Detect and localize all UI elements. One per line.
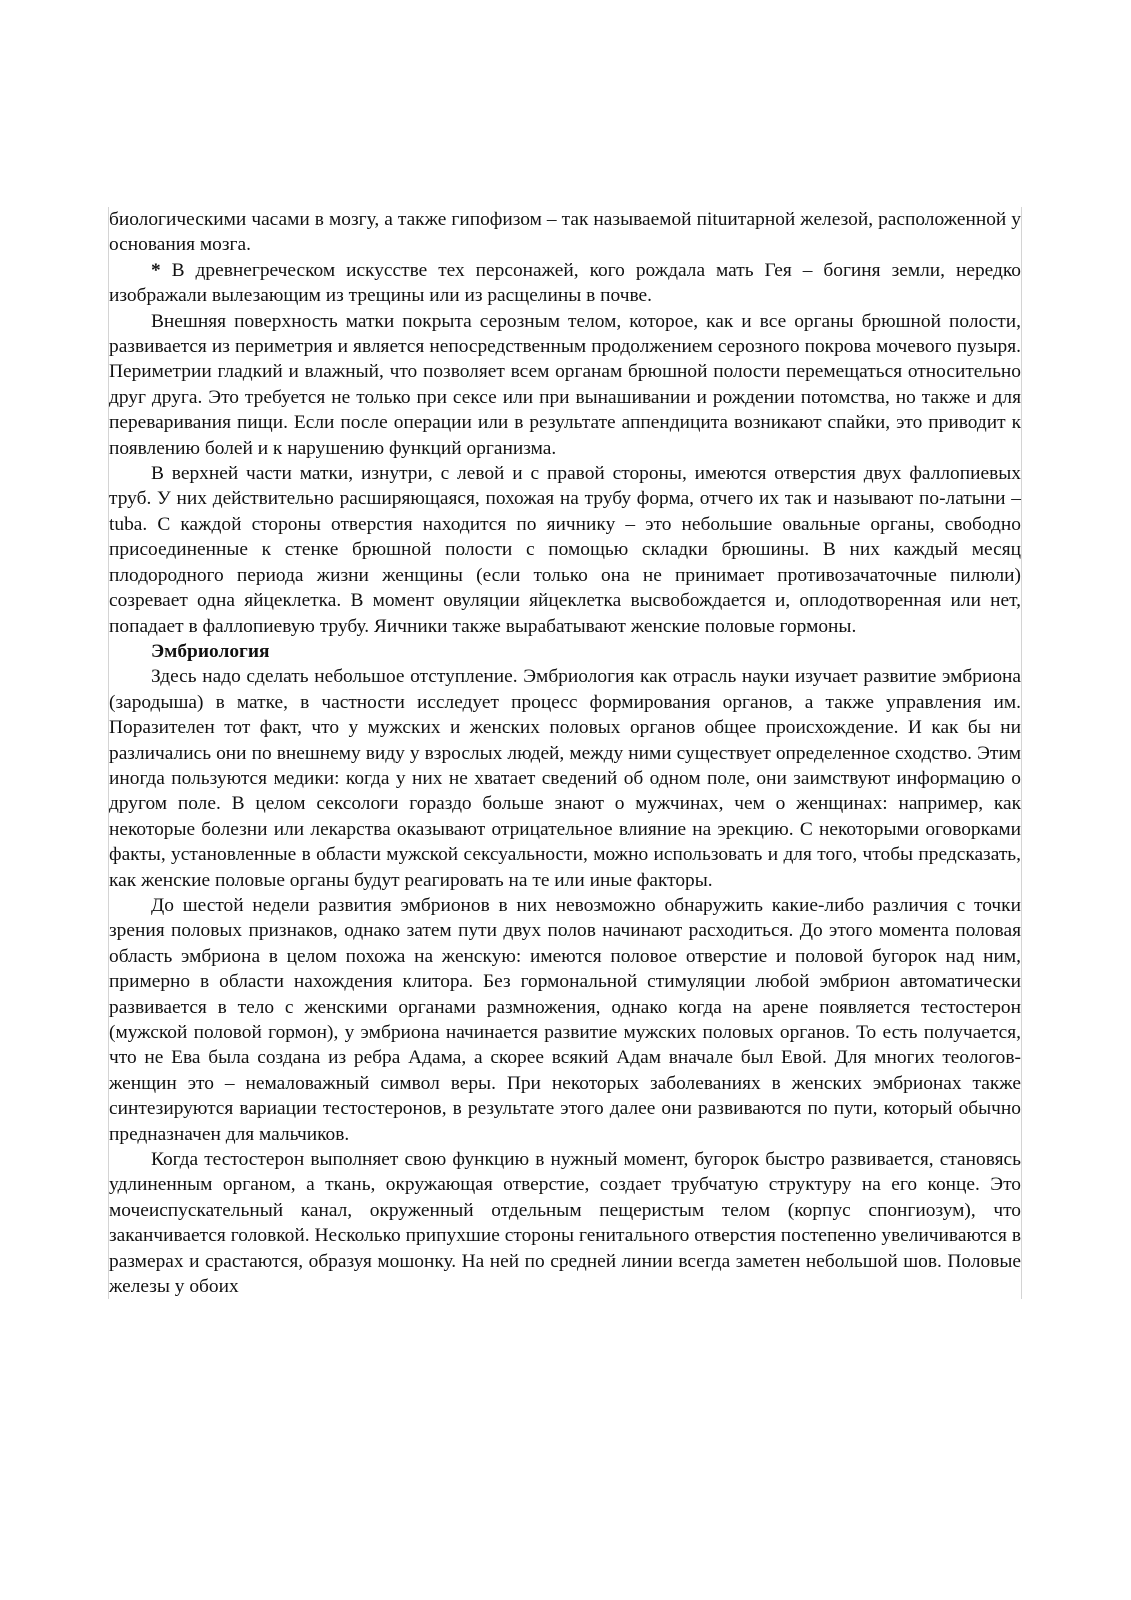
- body-paragraph-sixth-week: До шестой недели развития эмбрионов в них невозможно обнаружить какие-либо различия с точки зрения половых признаков, однако затем пути двух полов начинают расходиться. До этого момента половая область эмбриона в целом похожа на женскую: имеются половое отверстие и половой бугорок над ним, примерно в области нахождения клитора. Без гормональной стимуляции любой эмбрион автоматически развивается в тело с женскими органами размножения, однако когда на арене появляется тестостерон (мужской половой гормон), у эмбриона начинается развитие мужских половых органов. То есть получается, что не Ева была создана из ребра Адама, а скорее всякий Адам вначале был Евой. Для многих теологов-женщин это – немаловажный символ веры. При некоторых заболеваниях в женских эмбрионах также синтезируются вариации тестостеронов, в результате этого далее они развиваются по пути, который обычно предназначен для мальчиков.: [109, 894, 1021, 1145]
- body-paragraph-perimetrium: Внешняя поверхность матки покрыта серозным телом, которое, как и все органы брюшной полости, развивается из периметрия и является непосредственным продолжением серозного покрова мочевого пузыря. Периметрии гладкий и влажный, что позволяет всем органам брюшной полости перемещаться относительно друг друга. Это требуется не только при сексе или при вынашивании и рождении потомства, но также и для переваривания пищи. Если после операции или в результате аппендицита возникают спайки, это приводит к появлению болей и к нарушению функций организма.: [109, 310, 1021, 459]
- text-column: [108, 207, 1022, 1299]
- footnote-text: В древнегреческом искусстве тех персонажей, кого рождала мать Гея – богиня земли, нередко изображали вылезающим из трещины или из расщелины в почве.: [109, 259, 1021, 307]
- continuation-paragraph: биологическими часами в мозгу, а также гипофизом – так называемой пituитарной железой, расположенной у основания мозга.: [109, 209, 1021, 256]
- body-paragraph-testosterone: Когда тестостерон выполняет свою функцию в нужный момент, бугорок быстро развивается, становясь удлиненным органом, а ткань, окружающая отверстие, создает трубчатую структуру на его конце. Это мочеиспускательный канал, окруженный отдельным пещеристым телом (корпус спонгиозум), что заканчивается головкой. Несколько припухшие стороны генитального отверстия постепенно увеличиваются в размерах и срастаются, образуя мошонку. На ней по средней линии всегда заметен небольшой шов. Половые железы у обоих: [109, 1149, 1021, 1298]
- footnote-mark: *: [151, 259, 161, 281]
- body-paragraph-fallopian-tubes: В верхней части матки, изнутри, с левой и с правой стороны, имеются отверстия двух фаллопиевых труб. У них действительно расширяющаяся, похожая на трубу форма, отчего их так и называют по-латыни – tuba. С каждой стороны отверстия находится по яичнику – это небольшие овальные органы, свободно присоединенные к стенке брюшной полости с помощью складки брюшины. В них каждый месяц плодородного периода жизни женщины (если только она не принимает противозачаточные пилюли) созревает одна яйцеклетка. В момент овуляции яйцеклетка высвобождается и, оплодотворенная или нет, попадает в фаллопиевую трубу. Яичники также вырабатывают женские половые гормоны.: [109, 463, 1021, 637]
- footnote-paragraph: [109, 258, 1021, 309]
- section-heading-embryology: Эмбриология: [151, 640, 270, 662]
- body-paragraph-embryology-intro: Здесь надо сделать небольшое отступление. Эмбриология как отрасль науки изучает развитие эмбриона (зародыша) в матке, в частности исследует процесс формирования органов, а также управления им. Поразителен тот факт, что у мужских и женских половых органов общее происхождение. И как бы ни различались они по внешнему виду у взрослых людей, между ними существует определенное сходство. Этим иногда пользуются медики: когда у них не хватает сведений об одном поле, они заимствуют информацию о другом поле. В целом сексологи гораздо больше знают о мужчинах, чем о женщинах: например, как некоторые болезни или лекарства оказывают отрицательное влияние на эрекцию. С некоторыми оговорками факты, установленные в области мужской сексуальности, можно использовать и для того, чтобы предсказать, как женские половые органы будут реагировать на те или иные факторы.: [109, 666, 1021, 891]
